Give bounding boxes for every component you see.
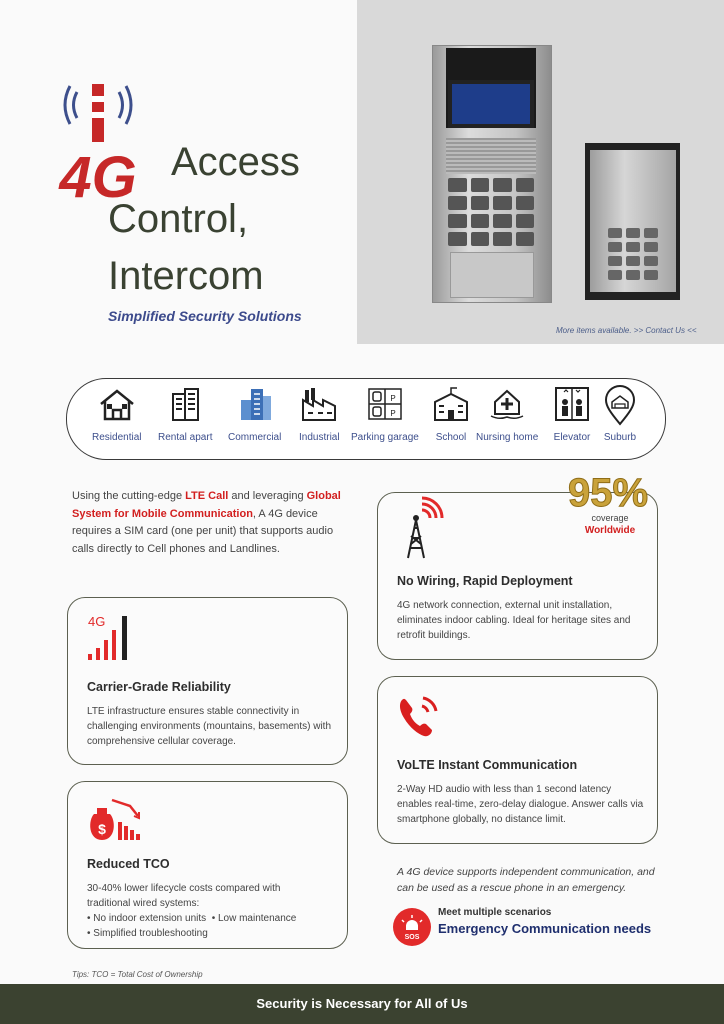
- parking-icon: [365, 386, 405, 422]
- meet-scenarios: Meet multiple scenarios: [438, 907, 552, 918]
- map-pin-icon: [600, 386, 640, 426]
- money-bag-decrease-icon: [86, 796, 146, 844]
- scenario-rental: Rental apart: [158, 386, 212, 443]
- svg-text:P: P: [390, 394, 396, 403]
- school-icon: [431, 386, 471, 422]
- office-building-icon: [235, 386, 275, 422]
- svg-text:SOS: SOS: [404, 934, 420, 941]
- svg-text:P: P: [390, 409, 396, 418]
- card-reader: [450, 252, 534, 298]
- phone-call-icon: [396, 692, 440, 740]
- svg-text:95%: 95%: [567, 471, 649, 515]
- scenario-school: School: [431, 386, 471, 443]
- scenario-residential: Residential: [92, 386, 141, 443]
- apartment-icon: [165, 386, 205, 422]
- card-volte-title: VoLTE Instant Communication: [397, 758, 578, 772]
- scenario-nursing-home: Nursing home: [476, 386, 538, 443]
- intro-paragraph: Using the cutting-edge LTE Call and leveraging Global System for Mobile Communication, A 4G device requires a SIM card (one per unit) that supports audio calls directly to Cell phones and Landlines.: [72, 490, 341, 555]
- intercom-screen: [448, 80, 534, 128]
- scenario-commercial: Commercial: [228, 386, 281, 443]
- footer-banner: Security is Necessary for All of Us: [0, 984, 724, 1024]
- svg-text:4G: 4G: [88, 614, 106, 629]
- card-reliability-body: LTE infrastructure ensures stable connectivity in challenging environments (mountains, basements) with comprehensive cellular coverage.: [87, 706, 332, 747]
- house-icon: [97, 386, 137, 422]
- card-no-wiring-body: 4G network connection, external unit installation, eliminates indoor cabling. Ideal for heritage sites and retrofit buildings.: [397, 600, 631, 641]
- card-tco-body: 30-40% lower lifecycle costs compared with traditional wired systems: • No indoor extension units • Low maintenance • Simplified troubleshooting: [87, 883, 297, 939]
- svg-text:$: $: [98, 821, 106, 837]
- tips-note: Tips: TCO = Total Cost of Ownership: [72, 970, 203, 979]
- card-no-wiring-title: No Wiring, Rapid Deployment: [397, 574, 573, 588]
- scenario-parking: P P Parking garage: [351, 386, 419, 443]
- card-reliability-title: Carrier-Grade Reliability: [87, 680, 231, 694]
- coverage-percentage: [567, 470, 649, 515]
- card-volte-body: 2-Way HD audio with less than 1 second latency enables real-time, zero-delay dialogue. Answer calls via smartphone globally, no distance limit.: [397, 784, 644, 825]
- page-title: Access Control, Intercom: [108, 140, 300, 298]
- elevator-icon: [552, 386, 592, 422]
- more-items-link[interactable]: More items available. >> Contact Us <<: [556, 326, 697, 335]
- emergency-note: A 4G device supports independent communication, and can be used as a rescue phone in an emergency.: [397, 866, 655, 894]
- scenario-elevator: Elevator: [552, 386, 592, 443]
- card-tco-title: Reduced TCO: [87, 857, 170, 871]
- emergency-needs: Emergency Communication needs: [438, 921, 652, 936]
- nursing-home-icon: [487, 386, 527, 422]
- speaker-grille: [446, 138, 536, 174]
- scenario-suburb: Suburb: [600, 386, 640, 443]
- coverage-label: coverage Worldwide: [584, 513, 636, 536]
- antenna-tower-icon: [396, 500, 444, 562]
- scenario-industrial: Industrial: [299, 386, 340, 443]
- sos-icon: [393, 908, 431, 946]
- svg-text:4G: 4G: [59, 145, 137, 210]
- keypad-small: [608, 228, 658, 280]
- keypad-large: [448, 178, 534, 246]
- signal-bars-icon: [86, 612, 134, 662]
- subtitle: Simplified Security Solutions: [108, 308, 302, 324]
- factory-icon: [299, 386, 339, 422]
